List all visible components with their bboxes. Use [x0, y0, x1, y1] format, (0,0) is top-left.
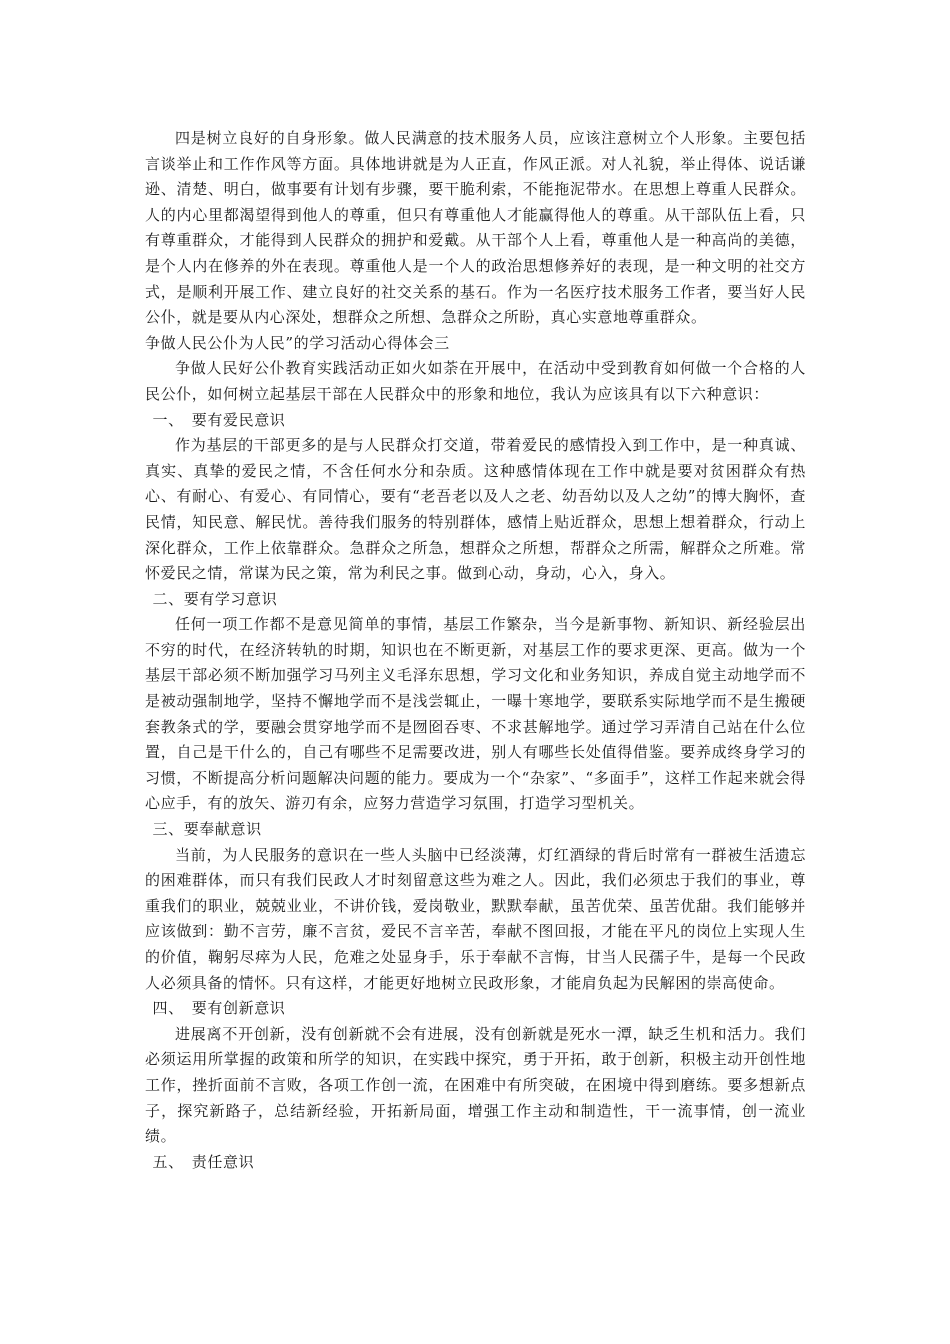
document-page — [145, 126, 806, 1175]
paragraph-introduction: 争做人民好公仆教育实践活动正如火如荼在开展中，在活动中受到教育如何做一个合格的人民公仆，如何树立起基层干部在人民群众中的形象和地位，我认为应该具有以下六种意识： — [145, 359, 806, 403]
paragraph-image-building: 四是树立良好的自身形象。做人民满意的技术服务人员，应该注意树立个人形象。主要包括言谈举止和工作作风等方面。具体地讲就是为人正直，作风正派。对人礼貌，举止得体、说话谦逊、清楚、明白，做事要有计划有步骤，要干脆利索，不能拖泥带水。在思想上尊重人民群众。人的内心里都渴望得到他人的尊重，但只有尊重他人才能赢得他人的尊重。从干部队伍上看，只有尊重群众，才能得到人民群众的拥护和爱戴。从干部个人上看，尊重他人是一种高尚的美德，是个人内在修养的外在表现。尊重他人是一个人的政治思想修养好的表现，是一种文明的社交方式，是顺利开展工作、建立良好的社交关系的基石。作为一名医疗技术服务工作者，要当好人民公仆，就是要从内心深处，想群众之所想、急群众之所盼，真心实意地尊重群众。 — [145, 129, 806, 327]
paragraph-dedication: 当前，为人民服务的意识在一些人头脑中已经淡薄，灯红酒绿的背后时常有一群被生活遗忘的困难群体，而只有我们民政人才时刻留意这些为难之人。因此，我们必须忠于我们的事业，尊重我们的职业，兢兢业业，不讲价钱，爱岗敬业，默默奉献，虽苦优荣、虽苦优甜。我们能够并应该做到：勤不言劳，廉不言贫，爱民不言辛苦，奉献不图回报，才能在平凡的岗位上实现人生的价值，鞠躬尽瘁为人民，危难之处显身手，乐于奉献不言悔，甘当人民孺子牛，是每一个民政人必须具备的情怀。只有这样，才能更好地树立民政形象，才能肩负起为民解困的崇高使命。 — [145, 845, 806, 992]
paragraph-innovation: 进展离不开创新，没有创新就不会有进展，没有创新就是死水一潭，缺乏生机和活力。我们必须运用所掌握的政策和所学的知识，在实践中探究，勇于开拓，敢于创新，积极主动开创性地工作，挫折面前不言败，各项工作创一流，在困难中有所突破，在困境中得到磨练。要多想新点子，探究新路子，总结新经验，开拓新局面，增强工作主动和制造性，干一流事情，创一流业绩。 — [145, 1024, 806, 1146]
paragraph-learning: 任何一项工作都不是意见简单的事情，基层工作繁杂，当今是新事物、新知识、新经验层出不穷的时代，在经济转轨的时期，知识也在不断更新，对基层工作的要求更深、更高。做为一个基层干部必须不断加强学习马列主义毛泽东思想，学习文化和业务知识，养成自觉主动地学而不是被动强制地学，坚持不懈地学而不是浅尝辄止，一曝十寒地学，要联系实际地学而不是生搬硬套教条式的学，要融会贯穿地学而不是囫囵吞枣、不求甚解地学。通过学习弄清自己站在什么位置，自己是干什么的，自己有哪些不足需要改进，别人有哪些长处值得借鉴。要养成终身学习的习惯，不断提高分析问题解决问题的能力。要成为一个“杂家”、“多面手”，这样工作起来就会得心应手，有的放矢、游刃有余，应努力营造学习氛围，打造学习型机关。 — [145, 615, 806, 813]
section-title-experience-three: 争做人民公仆为人民”的学习活动心得体会三 — [145, 333, 450, 352]
heading-innovation: 四、 要有创新意识 — [152, 999, 286, 1018]
heading-responsibility: 五、 责任意识 — [152, 1152, 255, 1171]
paragraph-love-people: 作为基层的干部更多的是与人民群众打交道，带着爱民的感情投入到工作中，是一种真诚、真实、真挚的爱民之情，不含任何水分和杂质。这种感情体现在工作中就是要对贫困群众有热心、有耐心、有爱心、有同情心，要有“老吾老以及人之老、幼吾幼以及人之幼”的博大胸怀，查民情，知民意、解民忧。善待我们服务的特别群体，感情上贴近群众，思想上想着群众，行动上深化群众，工作上依靠群众。急群众之所急，想群众之所想，帮群众之所需，解群众之所难。常怀爱民之情，常谋为民之策，常为利民之事。做到心动，身动，心入，身入。 — [145, 436, 806, 583]
heading-learning: 二、要有学习意识 — [152, 589, 278, 608]
heading-dedication: 三、要奉献意识 — [152, 820, 262, 839]
heading-love-people: 一、 要有爱民意识 — [152, 410, 286, 429]
